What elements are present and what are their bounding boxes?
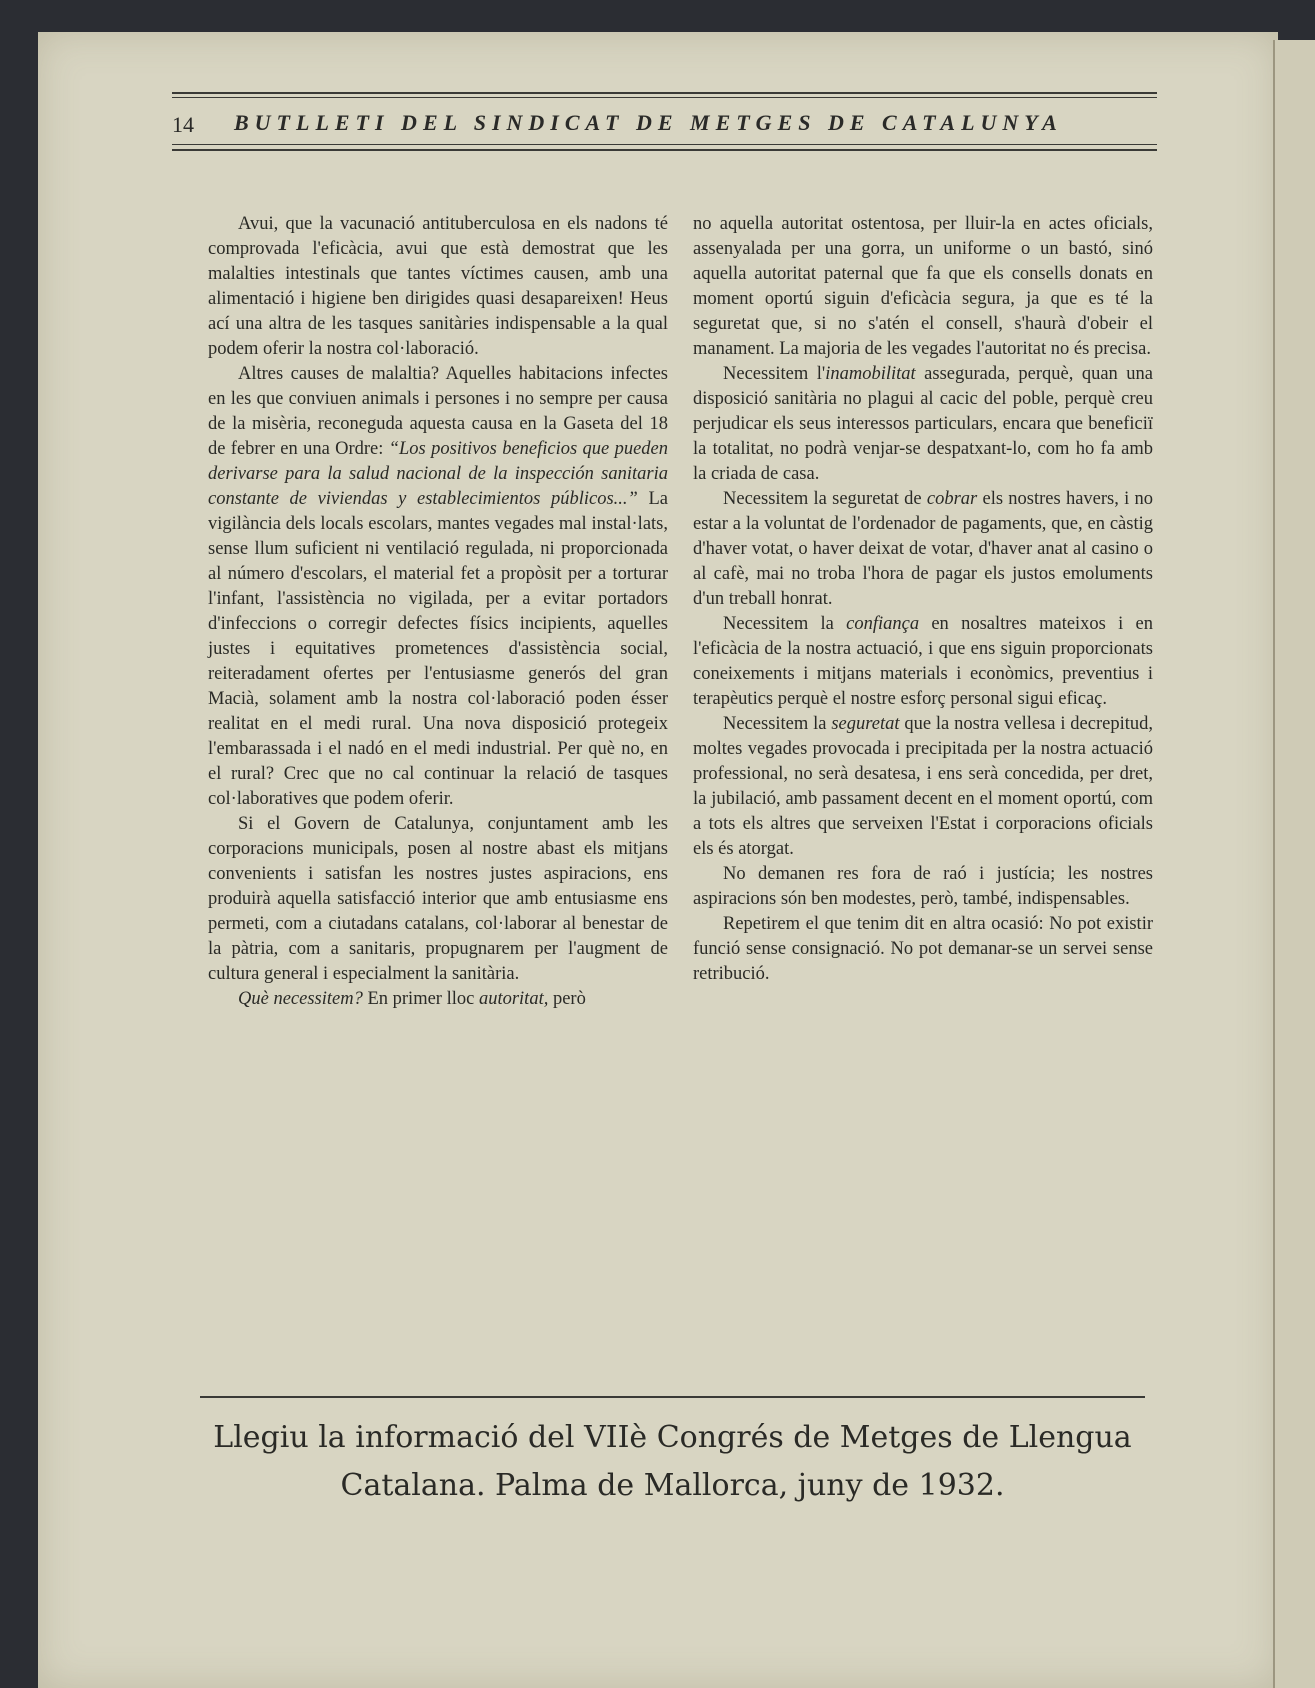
paragraph: Necessitem l'inamobilitat assegurada, perquè, quan una disposició sanitària no plagui al cacic del poble, perquè creu perjudicar els seus interessos particulars, encara que beneficiï la totalitat, no podrà venjar-se despatxant-lo, com ho fa amb la criada de casa. [693,364,1153,484]
notice-line: Catalana. Palma de Mallorca, juny de 1932. [340,1468,1005,1503]
paragraph: Repetirem el que tenim dit en altra ocasió: No pot existir funció sense consignació. No pot demanar-se un servei sense retribució. [693,914,1153,984]
paragraph: Necessitem la seguretat que la nostra vellesa i decrepitud, moltes vegades provocada i precipitada per la nostra actuació professional, no serà desatesa, i ens serà concedida, per dret, la jubilació, amb passament decent en el moment oportú, com a tots els altres que serveixen l'Estat i corporacions oficials els és atorgat. [693,714,1153,859]
header-rule-bottom [172,149,1157,151]
paragraph: Necessitem la seguretat de cobrar els nostres havers, i no estar a la voluntat de l'ordenador de pagaments, que, en càstig d'haver votat, o haver deixat de votar, d'haver anat al casino o al cafè, mai no troba l'hora de pagar els justos emoluments d'un treball honrat. [693,489,1153,609]
paragraph: Necessitem la confiança en nosaltres mateixos i en l'eficàcia de la nostra actuació, i que ens siguin proporcionats coneixements i mitjans materials i econòmics, preventius i terapèutics perquè el nostre esforç personal sigui eficaç. [693,614,1153,709]
next-page-edge [1273,40,1315,1688]
header-rule-bottom-thin [172,144,1157,145]
header-rule-top [172,92,1157,94]
quoted-decree: “Los positivos beneficios que pueden derivarse para la salud nacional de la inspección sanitaria constante de viviendas y establecimientos públicos...” [208,439,668,509]
paragraph: Altres causes de malaltia? Aquelles habitacions infectes en les que conviuen animals i persones i no sempre per causa de la misèria, reconeguda aquesta causa en la Gaseta del 18 de febrer en una Ordre: “Los positivos beneficios que pueden derivarse para la salud nacional de la inspección sanitaria constante de viviendas y establecimientos públicos...” La vigilància dels locals escolars, mantes vegades mal instal·lats, sense llum suficient ni ventilació regulada, ni proporcionada al número d'escolars, el material fet a propòsit per a torturar l'infant, l'assistència no vigilada, per a evitar portadors d'infeccions o corregir defectes físics incipients, aquelles justes i equitatives prometences d'assistència social, reiteradament ofertes per l'entusiasme generós del gran Macià, solament amb la nostra col·laboració poden ésser realitat en el medi rural. Una nova disposició protegeix l'embarassada i el nadó en el medi industrial. Per què no, en el rural? Crec que no cal continuar la relació de tasques col·laboratives que podem oferir. [208,364,668,809]
notice-line: Llegiu la informació del VIIè Congrés de Metges de Llengua [213,1420,1132,1455]
paragraph: No demanen res fora de raó i justícia; les nostres aspiracions són ben modestes, però, també, indispensables. [693,864,1153,909]
left-column [208,212,668,1012]
footer-rule [200,1396,1145,1398]
paragraph: no aquella autoritat ostentosa, per lluir-la en actes oficials, assenyalada per una gorra, un uniforme o un bastó, sinó aquella autoritat paternal que fa que els consells donats en moment oportú siguin d'eficàcia segura, ja que es té la seguretat que, si no s'atén el consell, s'haurà d'obeir el manament. La majoria de les vegades l'autoritat no és precisa. [693,214,1153,359]
paragraph: Avui, que la vacunació antituberculosa en els nadons té comprovada l'eficàcia, avui que està demostrat que les malalties intestinals que tantes víctimes causen, amb una alimentació i higiene ben dirigides quasi desapareixen! Heus ací una altra de les tasques sanitàries indispensable a la qual podem oferir la nostra col·laboració. [208,214,668,359]
journal-title: BUTLLETI DEL SINDICAT DE METGES DE CATALUNYA [234,110,1063,135]
page-number: 14 [172,112,194,137]
paragraph: Si el Govern de Catalunya, conjuntament amb les corporacions municipals, posen al nostre abast els mitjans convenients i satisfan les nostres justes aspiracions, ens produirà aquella satisfacció interior que amb entusiasme ens permeti, com a ciutadans catalans, col·laborar al benestar de la pàtria, com a sanitaris, propugnarem per l'augment de cultura general i especialment la sanitària. [208,814,668,984]
paragraph: Què necessitem? En primer lloc autoritat, però [238,989,586,1009]
header-rule-top-thin [172,97,1157,98]
congress-notice [190,1414,1155,1510]
right-column [693,212,1153,987]
running-header [172,92,1157,156]
